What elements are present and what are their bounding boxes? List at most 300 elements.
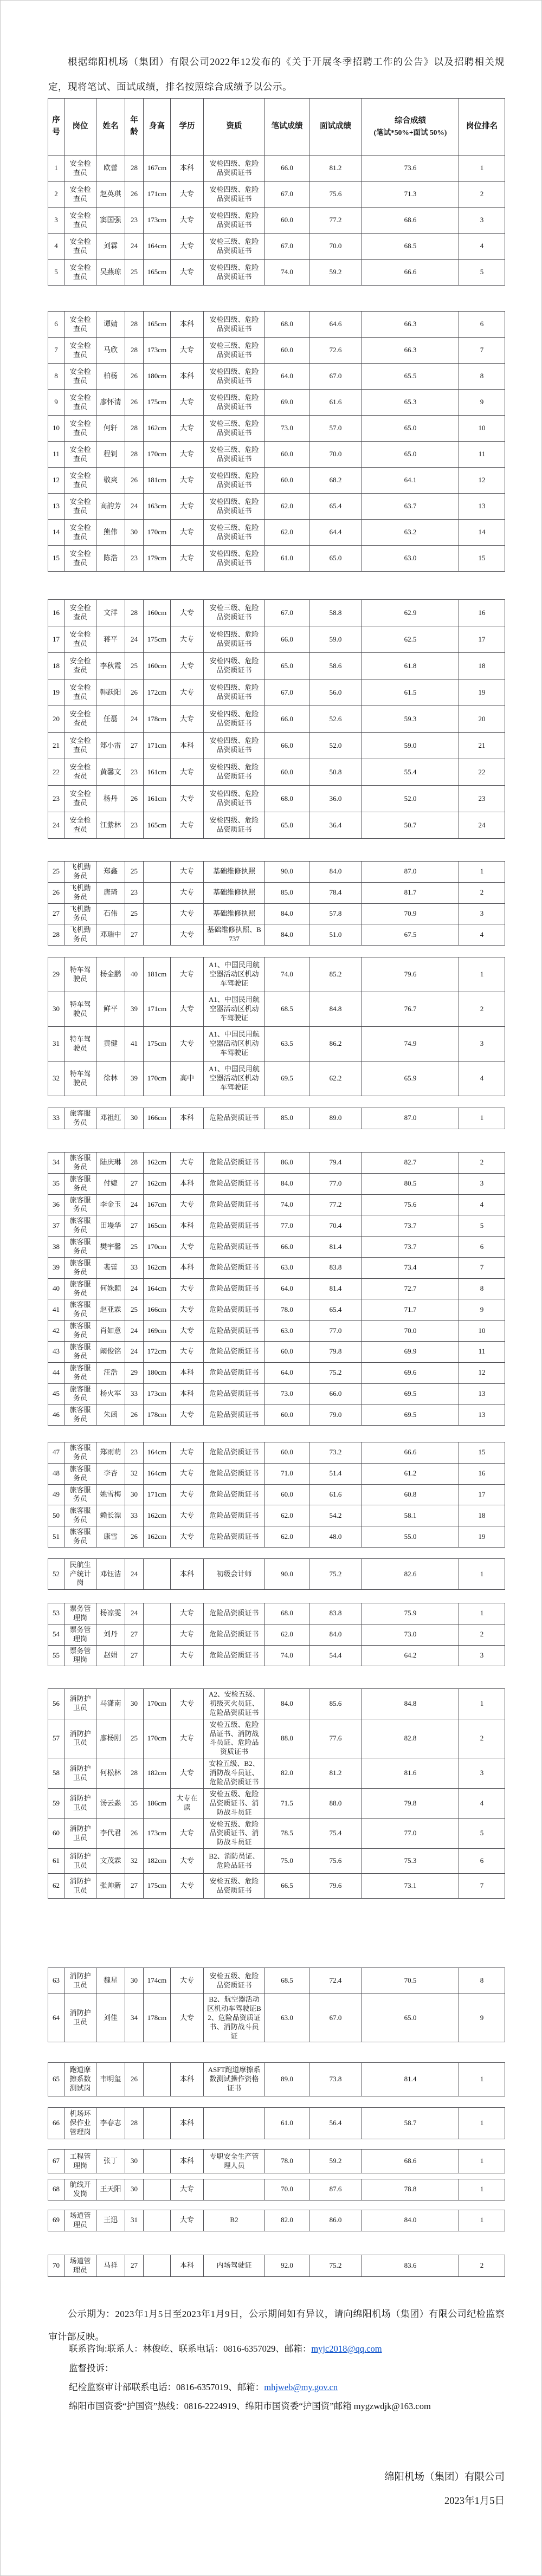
cell-total: 76.7	[362, 992, 459, 1027]
cell-height: 162cm	[144, 1153, 171, 1174]
cell-edu: 大专	[171, 1505, 204, 1526]
cell-age: 30	[125, 1689, 144, 1719]
cell-no: 12	[48, 468, 64, 494]
cell-written: 63.0	[265, 1994, 309, 2042]
cell-rank: 9	[459, 1994, 505, 2042]
cell-height: 169cm	[144, 1321, 171, 1342]
table-row	[48, 1342, 505, 1363]
cell-no: 61	[48, 1849, 64, 1874]
table-row	[48, 1404, 505, 1426]
cell-edu: 大专	[171, 260, 204, 286]
cell-height: 178cm	[144, 1994, 171, 2042]
cell-height	[144, 1559, 171, 1590]
cell-post: 跑道摩擦系数测试岗	[64, 2063, 96, 2096]
cell-total: 68.6	[362, 208, 459, 234]
cell-name: 赵娟	[96, 1645, 125, 1666]
cell-total: 64.1	[362, 468, 459, 494]
cell-height: 160cm	[144, 600, 171, 626]
cell-rank: 5	[459, 260, 505, 286]
cell-interview: 85.2	[309, 957, 362, 992]
cell-height: 161cm	[144, 759, 171, 786]
cell-rank: 7	[459, 1874, 505, 1899]
cell-post: 票务管理岗	[64, 1603, 96, 1624]
cell-rank: 1	[459, 2108, 505, 2139]
cell-interview: 70.0	[309, 442, 362, 468]
cell-total: 59.0	[362, 733, 459, 759]
cell-height: 167cm	[144, 156, 171, 182]
table-row	[48, 1027, 505, 1062]
cell-written: 61.0	[265, 546, 309, 572]
cell-post: 旅客服务员	[64, 1362, 96, 1383]
email-link[interactable]: mhjweb@my.gov.cn	[264, 2382, 338, 2392]
cell-age: 35	[125, 1788, 144, 1818]
cell-qual: 危险品资质证书	[204, 1278, 265, 1299]
cell-no: 40	[48, 1278, 64, 1299]
cell-edu: 大专	[171, 1968, 204, 1994]
column-header-rank: 岗位排名	[459, 99, 505, 156]
cell-written: 68.0	[265, 786, 309, 812]
cell-edu: 大专	[171, 1321, 204, 1342]
cell-interview: 77.0	[309, 1321, 362, 1342]
cell-edu: 大专	[171, 1342, 204, 1363]
cell-post: 工程管理岗	[64, 2150, 96, 2173]
cell-post: 安全检查员	[64, 786, 96, 812]
table-row	[48, 903, 505, 924]
cell-edu: 大专	[171, 546, 204, 572]
cell-qual	[204, 2108, 265, 2139]
cell-interview: 79.0	[309, 1404, 362, 1426]
table-row	[48, 924, 505, 946]
cell-interview: 73.8	[309, 2063, 362, 2096]
cell-rank: 1	[459, 2179, 505, 2200]
cell-written: 62.0	[265, 1624, 309, 1645]
cell-name: 任磊	[96, 706, 125, 733]
cell-interview: 85.6	[309, 1689, 362, 1719]
cell-qual: 安检四级、危险品资质证书	[204, 812, 265, 839]
cell-name: 田墁华	[96, 1215, 125, 1237]
cell-age: 24	[125, 1559, 144, 1590]
cell-post: 消防护卫员	[64, 1689, 96, 1719]
cell-written: 65.0	[265, 812, 309, 839]
cell-height	[144, 862, 171, 883]
cell-total: 70.9	[362, 903, 459, 924]
cell-rank: 12	[459, 468, 505, 494]
cell-written: 74.0	[265, 260, 309, 286]
table-row	[48, 1719, 505, 1758]
cell-no: 38	[48, 1237, 64, 1258]
cell-qual: 安检五级、危险品资质证书、消防战斗员证	[204, 1788, 265, 1818]
cell-rank: 13	[459, 1404, 505, 1426]
cell-age: 32	[125, 1463, 144, 1484]
table-row	[48, 1994, 505, 2042]
table-row	[48, 1463, 505, 1484]
cell-qual: 安检四级、危险品资质证书	[204, 679, 265, 706]
cell-total: 65.0	[362, 1994, 459, 2042]
cell-height: 180cm	[144, 364, 171, 390]
email-link[interactable]: myjc2018@qq.com	[311, 2344, 382, 2354]
results-table-block-1	[48, 98, 505, 286]
cell-height: 179cm	[144, 546, 171, 572]
cell-post: 飞机勤务员	[64, 862, 96, 883]
cell-name: 何姝颖	[96, 1278, 125, 1299]
footer-line-2	[69, 2362, 508, 2375]
cell-interview: 84.8	[309, 992, 362, 1027]
cell-edu: 大专	[171, 442, 204, 468]
cell-edu: 大专	[171, 1719, 204, 1758]
cell-rank: 4	[459, 234, 505, 260]
cell-height: 162cm	[144, 1257, 171, 1278]
cell-written: 63.0	[265, 1321, 309, 1342]
cell-no: 42	[48, 1321, 64, 1342]
cell-height: 165cm	[144, 812, 171, 839]
cell-age: 27	[125, 924, 144, 946]
cell-height: 171cm	[144, 733, 171, 759]
cell-age: 33	[125, 1505, 144, 1526]
cell-edu: 大专	[171, 338, 204, 364]
cell-post: 安全检查员	[64, 520, 96, 546]
cell-age: 27	[125, 1874, 144, 1899]
cell-qual: 安检五级、危险品资质证书、消防战斗员证	[204, 1818, 265, 1849]
cell-height: 173cm	[144, 338, 171, 364]
cell-total: 55.4	[362, 759, 459, 786]
cell-rank: 8	[459, 364, 505, 390]
footer-line-3	[69, 2381, 508, 2394]
cell-age: 25	[125, 1299, 144, 1321]
cell-written: 60.0	[265, 338, 309, 364]
table-row	[48, 1818, 505, 1849]
cell-height	[144, 2255, 171, 2277]
cell-total: 63.0	[362, 546, 459, 572]
cell-qual: A1、中国民用航空器活动区机动车驾驶证	[204, 957, 265, 992]
cell-no: 18	[48, 653, 64, 679]
cell-edu: 大专	[171, 1624, 204, 1645]
cell-written: 78.5	[265, 1818, 309, 1849]
table-row	[48, 1062, 505, 1096]
cell-height: 164cm	[144, 234, 171, 260]
cell-written: 90.0	[265, 1559, 309, 1590]
results-table-block-12	[48, 1967, 505, 2042]
cell-edu: 大专	[171, 1758, 204, 1789]
cell-age: 30	[125, 2179, 144, 2200]
cell-name: 杨丹	[96, 786, 125, 812]
cell-edu: 本科	[171, 156, 204, 182]
cell-rank: 2	[459, 182, 505, 208]
cell-age: 26	[125, 182, 144, 208]
cell-total: 73.7	[362, 1215, 459, 1237]
cell-written: 70.0	[265, 2179, 309, 2200]
cell-post: 票务管理岗	[64, 1624, 96, 1645]
cell-rank: 4	[459, 1062, 505, 1096]
cell-qual: 危险品资质证书	[204, 1484, 265, 1505]
cell-total: 68.6	[362, 2150, 459, 2173]
cell-written: 85.0	[265, 1108, 309, 1129]
cell-written: 66.0	[265, 1237, 309, 1258]
cell-edu: 大专	[171, 494, 204, 520]
cell-total: 50.7	[362, 812, 459, 839]
cell-rank: 2	[459, 2255, 505, 2277]
cell-name: 朱函	[96, 1404, 125, 1426]
cell-total: 78.8	[362, 2179, 459, 2200]
cell-no: 24	[48, 812, 64, 839]
cell-qual: 安检四级、危险品资质证书	[204, 468, 265, 494]
cell-name: 付婕	[96, 1173, 125, 1194]
cell-no: 25	[48, 862, 64, 883]
cell-post: 安全检查员	[64, 653, 96, 679]
cell-qual: 专职安全生产管理人员	[204, 2150, 265, 2173]
cell-written: 69.0	[265, 390, 309, 416]
cell-total: 81.7	[362, 882, 459, 903]
cell-age: 30	[125, 2150, 144, 2173]
table-row	[48, 208, 505, 234]
cell-height	[144, 903, 171, 924]
cell-name: 刘丹	[96, 1624, 125, 1645]
column-header-interview: 面试成绩	[309, 99, 362, 156]
cell-interview: 59.0	[309, 626, 362, 653]
cell-rank: 7	[459, 338, 505, 364]
cell-edu: 大专	[171, 957, 204, 992]
cell-interview: 65.4	[309, 494, 362, 520]
cell-age: 40	[125, 957, 144, 992]
cell-name: 陆庆琳	[96, 1153, 125, 1174]
cell-no: 30	[48, 992, 64, 1027]
cell-age: 31	[125, 2210, 144, 2231]
cell-no: 8	[48, 364, 64, 390]
footer-line-1	[69, 2342, 508, 2355]
results-table-block-14	[48, 2107, 505, 2139]
table-row	[48, 1603, 505, 1624]
cell-height	[144, 882, 171, 903]
cell-height: 170cm	[144, 1689, 171, 1719]
cell-edu: 本科	[171, 2255, 204, 2277]
results-table-block-5	[48, 957, 505, 1096]
cell-interview: 56.0	[309, 679, 362, 706]
cell-qual: 危险品资质证书	[204, 1299, 265, 1321]
results-table-block-17	[48, 2210, 505, 2231]
cell-interview: 58.6	[309, 653, 362, 679]
table-row	[48, 1484, 505, 1505]
table-row	[48, 626, 505, 653]
cell-interview: 50.8	[309, 759, 362, 786]
cell-post: 消防护卫员	[64, 1788, 96, 1818]
cell-written: 66.0	[265, 706, 309, 733]
cell-age: 24	[125, 1342, 144, 1363]
cell-rank: 10	[459, 416, 505, 442]
cell-written: 63.0	[265, 1257, 309, 1278]
cell-interview: 84.0	[309, 1624, 362, 1645]
cell-no: 56	[48, 1689, 64, 1719]
table-row	[48, 2210, 505, 2231]
cell-post: 旅客服务员	[64, 1237, 96, 1258]
cell-post: 安全检查员	[64, 600, 96, 626]
cell-name: 敬爽	[96, 468, 125, 494]
cell-no: 63	[48, 1968, 64, 1994]
cell-qual: 危险品资质证书	[204, 1603, 265, 1624]
cell-post: 特车驾驶员	[64, 1027, 96, 1062]
cell-height: 181cm	[144, 468, 171, 494]
cell-written: 62.0	[265, 520, 309, 546]
cell-name: 黄馨文	[96, 759, 125, 786]
table-row	[48, 416, 505, 442]
cell-interview: 75.6	[309, 182, 362, 208]
cell-qual: 安检四级、危险品资质证书	[204, 208, 265, 234]
cell-total: 82.7	[362, 1153, 459, 1174]
table-row	[48, 1299, 505, 1321]
results-table-block-11	[48, 1688, 505, 1899]
cell-total: 65.5	[362, 364, 459, 390]
cell-written: 84.0	[265, 903, 309, 924]
table-row	[48, 494, 505, 520]
cell-name: 肖如意	[96, 1321, 125, 1342]
cell-interview: 67.0	[309, 1994, 362, 2042]
cell-qual: 安检五级、危险品证书、消防战斗员证、危险品资质证书	[204, 1719, 265, 1758]
table-row	[48, 364, 505, 390]
cell-total: 69.9	[362, 1342, 459, 1363]
cell-edu: 本科	[171, 1559, 204, 1590]
cell-post: 旅客服务员	[64, 1505, 96, 1526]
cell-post: 安全检查员	[64, 626, 96, 653]
cell-qual: 安检四级、危险品资质证书	[204, 390, 265, 416]
cell-rank: 21	[459, 733, 505, 759]
cell-edu: 大专	[171, 1603, 204, 1624]
cell-edu: 大专	[171, 626, 204, 653]
cell-edu: 大专	[171, 520, 204, 546]
cell-post: 安全检查员	[64, 442, 96, 468]
cell-no: 7	[48, 338, 64, 364]
results-table-block-13	[48, 2062, 505, 2096]
table-row	[48, 1689, 505, 1719]
cell-no: 35	[48, 1173, 64, 1194]
cell-name: 王迅	[96, 2210, 125, 2231]
cell-name: 韩跃阳	[96, 679, 125, 706]
cell-edu: 大专	[171, 992, 204, 1027]
cell-qual: 危险品资质证书	[204, 1624, 265, 1645]
cell-name: 姚雪梅	[96, 1484, 125, 1505]
cell-no: 3	[48, 208, 64, 234]
cell-edu: 大专	[171, 679, 204, 706]
cell-no: 49	[48, 1484, 64, 1505]
cell-total: 87.0	[362, 1108, 459, 1129]
cell-qual: 安检三级、危险品资质证书	[204, 520, 265, 546]
cell-no: 54	[48, 1624, 64, 1645]
cell-rank: 12	[459, 1362, 505, 1383]
cell-rank: 1	[459, 1689, 505, 1719]
cell-qual: 危险品资质证书	[204, 1108, 265, 1129]
table-row	[48, 862, 505, 883]
cell-age: 30	[125, 1484, 144, 1505]
cell-total: 65.0	[362, 442, 459, 468]
cell-height: 164cm	[144, 1463, 171, 1484]
cell-name: 裴蕾	[96, 1257, 125, 1278]
cell-edu: 大专	[171, 1194, 204, 1215]
cell-qual: 安检四级、危险品资质证书	[204, 733, 265, 759]
results-table-block-9	[48, 1558, 505, 1590]
cell-age: 26	[125, 1818, 144, 1849]
cell-qual: 安检三级、危险品资质证书	[204, 338, 265, 364]
cell-rank: 3	[459, 208, 505, 234]
cell-written: 60.0	[265, 1484, 309, 1505]
cell-written: 65.0	[265, 653, 309, 679]
cell-name: 赵亚霖	[96, 1299, 125, 1321]
cell-interview: 75.2	[309, 2255, 362, 2277]
cell-post: 飞机勤务员	[64, 882, 96, 903]
table-row	[48, 1321, 505, 1342]
cell-post: 安全检查员	[64, 494, 96, 520]
cell-rank: 11	[459, 442, 505, 468]
cell-edu: 大专在读	[171, 1788, 204, 1818]
cell-edu: 大专	[171, 468, 204, 494]
cell-name: 江紫林	[96, 812, 125, 839]
table-row	[48, 1849, 505, 1874]
cell-interview: 75.2	[309, 1362, 362, 1383]
cell-height: 162cm	[144, 1526, 171, 1548]
cell-edu: 大专	[171, 1299, 204, 1321]
cell-rank: 11	[459, 1342, 505, 1363]
cell-interview: 79.6	[309, 1874, 362, 1899]
cell-age: 24	[125, 234, 144, 260]
publicity-period-paragraph: 公示期为：2023年1月5日至2023年1月9日，公示期间如有异议，请向绵阳机场（集团）有限公司纪检监察审计部反映。	[48, 2309, 505, 2342]
cell-edu: 大专	[171, 1526, 204, 1548]
cell-age: 24	[125, 494, 144, 520]
cell-total: 75.6	[362, 1194, 459, 1215]
cell-name: 何轩	[96, 416, 125, 442]
cell-post: 旅客服务员	[64, 1442, 96, 1464]
footer-text: 纪检监察审计部联系电话：0816-6357019、邮箱：	[69, 2382, 264, 2392]
cell-post: 安全检查员	[64, 468, 96, 494]
cell-edu: 大专	[171, 1278, 204, 1299]
cell-edu: 大专	[171, 786, 204, 812]
cell-name: 郑鑫	[96, 862, 125, 883]
cell-interview: 87.6	[309, 2179, 362, 2200]
cell-qual: A2、安检五级、初级灭火员证、危险品资质证书	[204, 1689, 265, 1719]
cell-interview: 79.4	[309, 1153, 362, 1174]
cell-written: 62.0	[265, 494, 309, 520]
table-row	[48, 338, 505, 364]
cell-rank: 1	[459, 1603, 505, 1624]
cell-edu: 大专	[171, 1645, 204, 1666]
cell-written: 88.0	[265, 1719, 309, 1758]
cell-age: 28	[125, 1153, 144, 1174]
cell-interview: 89.0	[309, 1108, 362, 1129]
cell-edu: 大专	[171, 1404, 204, 1426]
cell-name: 马欣	[96, 338, 125, 364]
cell-interview: 75.4	[309, 1818, 362, 1849]
cell-total: 55.0	[362, 1526, 459, 1548]
cell-rank: 8	[459, 1968, 505, 1994]
cell-edu: 大专	[171, 1689, 204, 1719]
cell-age: 23	[125, 812, 144, 839]
table-row	[48, 182, 505, 208]
cell-qual: 安检四级、危险品资质证书	[204, 156, 265, 182]
cell-post: 旅客服务员	[64, 1257, 96, 1278]
cell-no: 32	[48, 1062, 64, 1096]
cell-interview: 77.0	[309, 1173, 362, 1194]
cell-age: 30	[125, 520, 144, 546]
cell-post: 场道管理员	[64, 2255, 96, 2277]
cell-qual: 安检四级、危险品资质证书	[204, 312, 265, 338]
table-row	[48, 1173, 505, 1194]
cell-total: 61.8	[362, 653, 459, 679]
cell-height	[144, 1603, 171, 1624]
cell-post: 民航生产统计岗	[64, 1559, 96, 1590]
table-row	[48, 812, 505, 839]
table-row	[48, 1153, 505, 1174]
table-row	[48, 1215, 505, 1237]
table-row	[48, 520, 505, 546]
cell-total: 71.7	[362, 1299, 459, 1321]
table-header-row	[48, 99, 505, 156]
cell-qual: 安检四级、危险品资质证书	[204, 494, 265, 520]
cell-interview: 70.0	[309, 234, 362, 260]
